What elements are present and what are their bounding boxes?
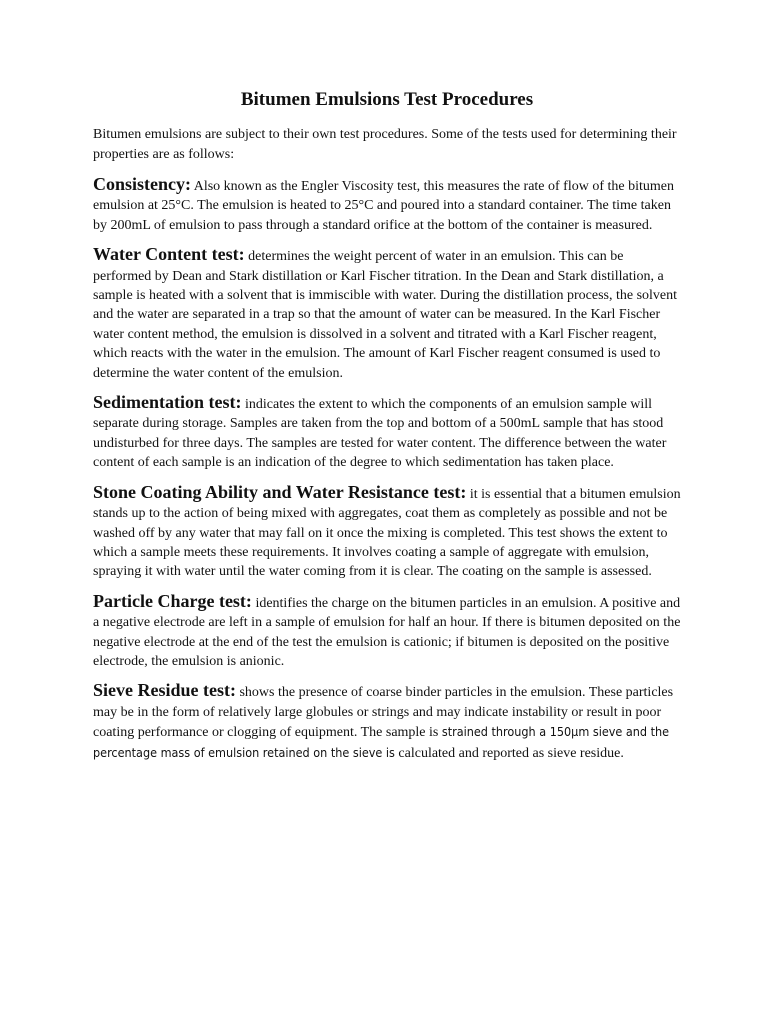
section-heading: Particle Charge test: bbox=[93, 590, 252, 611]
section-body: it is essential that a bitumen emulsion stands up to the action of being mixed with aggregates, coat them as completely as possible and not be washed off by any water that may fall on it once the mixing is completed. This test shows the extent to which a sample meets these requirements. It involves coating a sample of aggregate with emulsion, spraying it with water until the water coming from it is clear. The coating on the sample is assessed. bbox=[93, 486, 681, 580]
section-sedimentation bbox=[93, 393, 681, 473]
section-particle-charge bbox=[93, 592, 681, 672]
section-consistency bbox=[93, 175, 681, 235]
section-body: indicates the extent to which the components of an emulsion sample will separate during storage. Samples are taken from the top and bottom of a 500mL sample that has stood undisturbed for three days. The samples are tested for water content. The difference between the water content of each sample is an indication of the degree to which sedimentation has taken place. bbox=[93, 397, 667, 471]
intro-paragraph: Bitumen emulsions are subject to their own test procedures. Some of the tests used for determining their properties are as follows: bbox=[93, 127, 677, 162]
section-body: identifies the charge on the bitumen particles in an emulsion. A positive and a negative electrode are left in a sample of emulsion for half an hour. If there is bitumen deposited on the negative electrode at the end of the test the emulsion is cationic; if bitumen is deposited on the positive electrode, the emulsion is anionic. bbox=[93, 595, 681, 669]
section-body-end: calculated and reported as sieve residue. bbox=[394, 745, 624, 761]
section-heading: Water Content test: bbox=[93, 244, 245, 265]
section-water-content bbox=[93, 245, 681, 383]
document-page bbox=[93, 88, 681, 773]
section-heading: Consistency: bbox=[93, 174, 191, 194]
section-heading: Sedimentation test: bbox=[93, 392, 242, 413]
section-heading: Stone Coating Ability and Water Resistance test: bbox=[93, 481, 467, 502]
section-sieve-residue bbox=[93, 681, 681, 763]
section-body: determines the weight percent of water in an emulsion. This can be performed by Dean and Stark distillation or Karl Fischer titration. In the Dean and Stark distillation, a sample is heated with a solvent that is immiscible with water. During the distillation process, the solvent and the water are separated in a trap so that the amount of water can be measured. In the Karl Fischer water content method, the emulsion is dissolved in a solvent and titrated with a Karl Fischer reagent, which reacts with the water in the emulsion. The amount of Karl Fischer reagent consumed is used to determine the water content of the emulsion. bbox=[93, 249, 678, 381]
section-body: shows the presence of coarse binder particles in the emulsion. These particles may be in the form of relatively large globules or strings and may indicate instability or result in poor coating performance or clogging of equipment. The sample is bbox=[93, 685, 674, 741]
section-body: Also known as the Engler Viscosity test, this measures the rate of flow of the bitumen emulsion at 25°C. The emulsion is heated to 25°C and poured into a standard container. The time taken by 200mL of emulsion to pass through a standard orifice at the bottom of the container is measured. bbox=[93, 179, 674, 233]
section-stone-coating bbox=[93, 483, 681, 582]
section-heading: Sieve Residue test: bbox=[93, 680, 236, 701]
section-body-alt-font: strained through a 150μm sieve and the percentage mass of emulsion retained on the sieve is bbox=[93, 724, 670, 760]
document-title: Bitumen Emulsions Test Procedures bbox=[240, 89, 534, 110]
